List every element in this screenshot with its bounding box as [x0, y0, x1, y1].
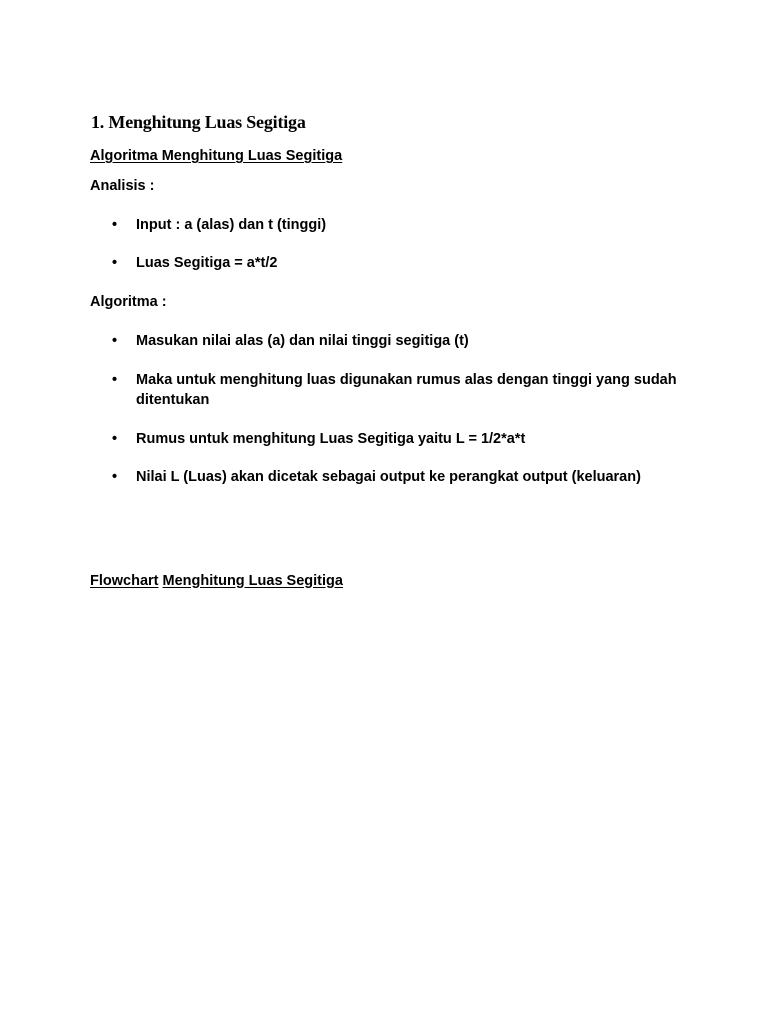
algoritma-section-title: Algoritma Menghitung Luas Segitiga	[90, 148, 343, 164]
page-title: 1. Menghitung Luas Segitiga	[91, 112, 306, 132]
list-item-text: Maka untuk menghitung luas digunakan rumus alas dengan tinggi yang sudah ditentukan	[136, 372, 677, 408]
algoritma-label: Algoritma :	[90, 294, 167, 310]
bullet-icon: •	[112, 469, 118, 485]
bullet-icon: •	[112, 255, 118, 271]
flowchart-title-rest: Menghitung Luas Segitiga	[162, 572, 343, 589]
list-item-text: Input : a (alas) dan t (tinggi)	[136, 217, 327, 233]
flowchart-title-word: Flowchart	[90, 572, 159, 589]
list-item-text: Rumus untuk menghitung Luas Segitiga yaitu L = 1/2*a*t	[136, 431, 526, 447]
list-item-text: Masukan nilai alas (a) dan nilai tinggi segitiga (t)	[136, 333, 469, 349]
list-item-text: Luas Segitiga = a*t/2	[136, 255, 278, 271]
analisis-label: Analisis :	[90, 178, 155, 194]
bullet-icon: •	[112, 217, 118, 233]
bullet-icon: •	[112, 333, 118, 349]
bullet-icon: •	[112, 372, 118, 388]
bullet-icon: •	[112, 431, 118, 447]
flowchart-section-title	[90, 571, 343, 591]
list-item-text: Nilai L (Luas) akan dicetak sebagai output ke perangkat output (keluaran)	[136, 469, 641, 485]
